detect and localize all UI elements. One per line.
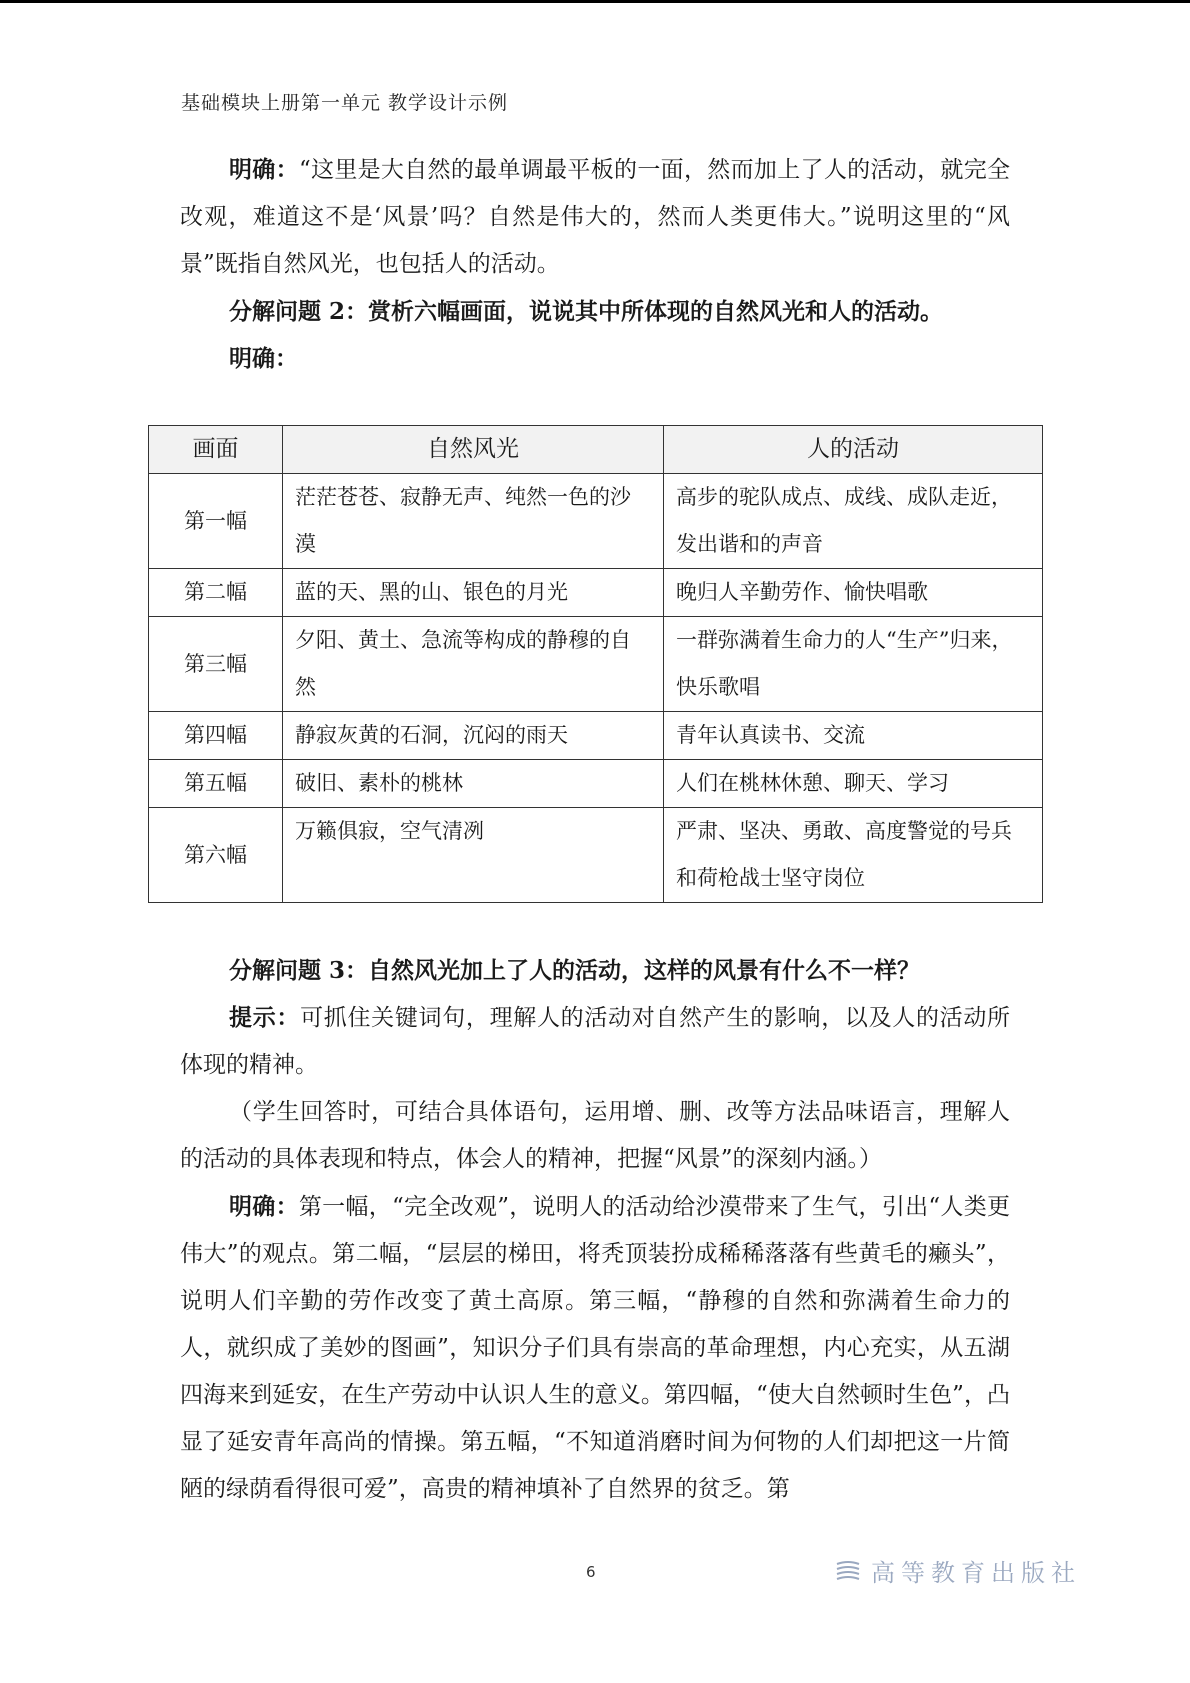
answer-label-2: 明确： <box>229 345 298 372</box>
nature-cell: 茫茫苍苍、寂静无声、纯然一色的沙漠 <box>283 474 664 569</box>
nature-cell: 破旧、素朴的桃林 <box>283 760 664 808</box>
row-label: 第一幅 <box>149 474 283 569</box>
page-number: 6 <box>586 1563 596 1581</box>
hint-paragraph <box>180 994 1010 1089</box>
nature-cell: 蓝的天、黑的山、银色的月光 <box>283 569 664 617</box>
row-label: 第四幅 <box>149 712 283 760</box>
running-header: 基础模块上册第一单元 教学设计示例 <box>181 92 509 114</box>
publisher-logo-icon <box>835 1560 861 1582</box>
table-row <box>149 617 1043 712</box>
people-cell: 青年认真读书、交流 <box>664 712 1043 760</box>
answer-text: 第一幅，“完全改观”，说明人的活动给沙漠带来了生气，引出“人类更伟大”的观点。第二幅，“层层的梯田，将秃顶装扮成稀稀落落有些黄毛的癞头”，说明人们辛勤的劳作改变了黄土高原。第三幅，“静穆的自然和弥满着生命力的人，就织成了美妙的图画”，知识分子们具有崇高的革命理想，内心充实，从五湖四海来到延安，在生产劳动中认识人生的意义。第四幅，“使大自然顿时生色”，凸显了延安青年高尚的情操。第五幅，“不知道消磨时间为何物的人们却把这一片简陋的绿荫看得很可爱”，高贵的精神填补了自然界的贫乏。第 <box>180 1194 1010 1502</box>
scene-table-grid <box>148 425 1043 903</box>
top-rule <box>0 0 1190 3</box>
nature-cell: 万籁俱寂，空气清冽 <box>283 808 664 903</box>
nature-cell: 静寂灰黄的石洞，沉闷的雨天 <box>283 712 664 760</box>
table-header-row <box>149 426 1043 474</box>
hint-text: 可抓住关键词句，理解人的活动对自然产生的影响，以及人的活动所体现的精神。 <box>180 1005 1010 1078</box>
people-cell: 高步的驼队成点、成线、成队走近，发出谐和的声音 <box>664 474 1043 569</box>
row-label: 第六幅 <box>149 808 283 903</box>
intro-paragraph <box>180 146 1010 288</box>
row-label: 第二幅 <box>149 569 283 617</box>
table-row <box>149 808 1043 903</box>
intro-text: “这里是大自然的最单调最平板的一面，然而加上了人的活动，就完全改观，难道这不是‘风景’吗？自然是伟大的，然而人类更伟大。”说明这里的“风景”既指自然风光，也包括人的活动。 <box>180 157 1010 277</box>
nature-cell: 夕阳、黄土、急流等构成的静穆的自然 <box>283 617 664 712</box>
people-cell: 人们在桃林休憩、聊天、学习 <box>664 760 1043 808</box>
hint-label: 提示： <box>229 1004 301 1031</box>
intro-section <box>180 146 1010 382</box>
table-row <box>149 712 1043 760</box>
answer-paragraph <box>180 1183 1010 1513</box>
publisher-mark <box>835 1553 1081 1588</box>
people-cell: 一群弥满着生命力的人“生产”归来，快乐歌唱 <box>664 617 1043 712</box>
table-header-cell: 画面 <box>149 426 283 474</box>
publisher-name: 高等教育出版社 <box>871 1559 1081 1587</box>
row-label: 第三幅 <box>149 617 283 712</box>
question-2: 分解问题 2：赏析六幅画面，说说其中所体现的自然风光和人的活动。 <box>229 298 944 325</box>
intro-label: 明确： <box>229 156 299 183</box>
table-row <box>149 760 1043 808</box>
table-header-cell: 人的活动 <box>664 426 1043 474</box>
question-3: 分解问题 3：自然风光加上了人的活动，这样的风景有什么不一样？ <box>229 957 921 984</box>
people-cell: 严肃、坚决、勇敢、高度警觉的号兵和荷枪战士坚守岗位 <box>664 808 1043 903</box>
table-header-cell: 自然风光 <box>283 426 664 474</box>
people-cell: 晚归人辛勤劳作、愉快唱歌 <box>664 569 1043 617</box>
note-paragraph: （学生回答时，可结合具体语句，运用增、删、改等方法品味语言，理解人的活动的具体表现和特点，体会人的精神，把握“风景”的深刻内涵。） <box>180 1099 1010 1172</box>
table-row <box>149 474 1043 569</box>
discussion-section <box>180 947 1010 1513</box>
row-label: 第五幅 <box>149 760 283 808</box>
table-row <box>149 569 1043 617</box>
answer-label-3: 明确： <box>229 1193 299 1220</box>
scene-table <box>148 425 1042 903</box>
